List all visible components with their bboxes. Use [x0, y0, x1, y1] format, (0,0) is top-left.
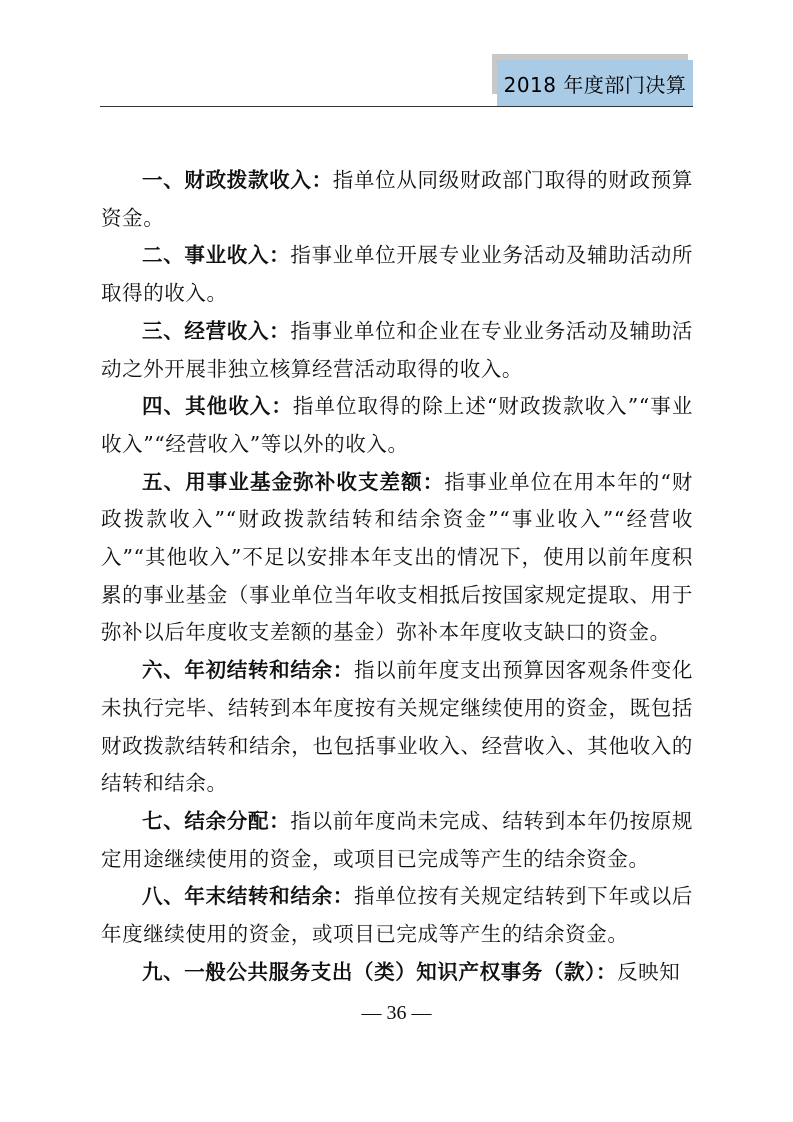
definition-text: 指以前年度尚未完成、结转到本年仍按原规定用途继续使用的资金，或项目已完成等产生的结余资金。 — [101, 808, 693, 871]
definition-text: 指事业单位在用本年的“财政拨款收入”“财政拨款结转和结余资金”“事业收入”“经营收入”“其他收入”不足以安排本年支出的情况下，使用以前年度积累的事业基金（事业单位当年收支相抵后按国家规定提取、用于弥补以后年度收支差额的基金）弥补本年度收支缺口的资金。 — [101, 469, 693, 645]
term-label: 七、结余分配： — [142, 808, 291, 833]
page-number: — 36 — — [361, 1002, 432, 1024]
definition-text: 指单位取得的除上述“财政拨款收入”“事业收入”“经营收入”等以外的收入。 — [101, 394, 693, 456]
paragraph-closing-carryover — [101, 878, 693, 953]
paragraph-business-income — [101, 237, 693, 312]
term-label: 六、年初结转和结余： — [142, 658, 354, 683]
term-label: 五、用事业基金弥补收支差额： — [142, 469, 445, 494]
paragraph-surplus-distribution — [101, 803, 693, 878]
term-label: 一、财政拨款收入： — [142, 168, 333, 192]
paragraph-other-income — [101, 388, 693, 463]
paragraph-operating-income — [101, 313, 693, 388]
term-label: 九、一般公共服务支出（类）知识产权事务（款）： — [142, 959, 618, 984]
definition-text: 指事业单位开展专业业务活动及辅助活动所取得的收入。 — [101, 243, 693, 306]
paragraph-opening-carryover — [101, 652, 693, 803]
paragraph-ip-affairs-expenditure — [101, 954, 693, 992]
term-label: 四、其他收入： — [142, 394, 293, 419]
term-label: 八、年末结转和结余： — [142, 884, 354, 909]
definition-text: 指单位按有关规定结转到下年或以后年度继续使用的资金，或项目已完成等产生的结余资金。 — [101, 884, 694, 947]
definition-text: 反映知 — [617, 959, 681, 984]
paragraph-fiscal-appropriation-income — [101, 162, 693, 237]
document-body — [101, 162, 693, 991]
header-divider — [100, 106, 693, 107]
definition-text: 指事业单位和企业在专业业务活动及辅助活动之外开展非独立核算经营活动取得的收入。 — [101, 318, 693, 381]
term-label: 三、经营收入： — [142, 318, 291, 343]
term-label: 二、事业收入： — [142, 243, 291, 268]
header-title: 2018 年度部门决算 — [497, 60, 693, 106]
paragraph-business-fund-offset — [101, 464, 693, 653]
definition-text: 指以前年度支出预算因客观条件变化未执行完毕、结转到本年度按有关规定继续使用的资金，既包括财政拨款结转和结余，也包括事业收入、经营收入、其他收入的结转和结余。 — [101, 658, 694, 796]
definition-text: 指单位从同级财政部门取得的财政预算资金。 — [101, 168, 693, 230]
